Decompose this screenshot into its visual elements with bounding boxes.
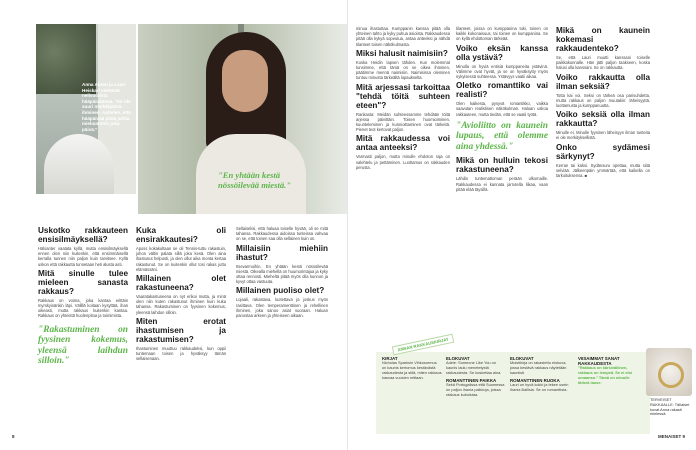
heading: Mitä arjessasi tarkoittaa "tehdä töitä suhteen eteen"?: [356, 82, 450, 110]
box-heading: ROMANTTINEN RUOKA: [510, 377, 560, 383]
right-column-1: [356, 26, 450, 172]
paragraph: Itsevarmoihin. En yhtään kestä nössöilevää miestä. Oikealla miehellä on huumorintajua ja kyky ottaa rennosti. Mieheltä pitää myös olla kunnon ja kyvyt ottaa vastuuta.: [236, 263, 328, 285]
paragraph: Aposs kokakultaan se oli Tennis-tuttu rakastuin, johon vältin palata sillä joka kesä. Olen aina ihastunut helposti, ja olen ollut aika monta kertaa rakastunut. Se on kuitenkin ollut tosi rakas juttu elämässäni.: [136, 246, 226, 272]
ring-icon: [658, 362, 684, 388]
heading: Mitä rakkaudessa voi antaa anteeksi?: [356, 134, 450, 153]
paragraph: Rankasta: Meidän suhteessamme tehdään töitä arjessa päivittäin. Toisen huomioiminen, kuunteleminen ja kunnioittaminen ovat tärkeitä. Pienet teot kertovat paljon.: [356, 111, 450, 133]
left-column-2: [136, 226, 226, 363]
box-heading: ELOKUVAT: [510, 356, 534, 361]
paragraph: Olen kaikesta, pysyvä romantikko, vaikka saavutan realistisen näkökulman. Haluan uskoa rakkauteen, mutta tiedän, että se vaatii työtä.: [456, 101, 548, 117]
heading: Millainen olet rakastuneena?: [136, 274, 226, 293]
ring-photo: [646, 348, 692, 396]
box-heading: ELOKUVAT: [446, 356, 470, 361]
paragraph: Sellaiseksi, että haluaa toiselle hyvää, oli se mitä tahansa. Rakkaudessa aidoissa tunteissa vahvaa on se, että toinen saa olla sellainen kuin on.: [236, 226, 328, 242]
heading: Voiko eksän kanssa olla ystävä?: [456, 43, 548, 62]
paragraph: tilanteet, joissa on kumppanina tuki, toinen on kaikki kokonaisuus, tai toinen on kumppanina. Se on kyllä ehdottoman tärkeää.: [456, 26, 548, 42]
paragraph: Kerran tai kaksi. Sydänsuru opettaa, mutta siitä selviää. Jälkeenpäin ymmärtää, että kaikella on tarkoituksensa. ■: [556, 162, 650, 179]
heading: Mikä on kaunein kokemasi rakkaudenteko?: [556, 26, 650, 53]
box-text: Adele: Someone Like You on kaunis laulu menetetystä rakkaudesta. Se koskettaa aina.: [446, 360, 502, 375]
pull-quote: "Rakastuminen on fyysinen kokemus, yleensä laihdun silloin.": [38, 324, 128, 367]
heading: Kuka oli ensirakkautesi?: [136, 226, 226, 244]
paragraph: Rakkaus on voima, joka kantaa erittäin myrskyisänkin läpi. Välillä koitaan kysyttää, ihan oikeasti, mutta rakkaus kuitenkin kantaa. Rakkaus on yhteistä huolenpitoa ja toimimista.: [38, 297, 128, 319]
box-quote-text: "Rakkaus on kärsivällinen, rakkaus on lempeä. Se ei etsi omaansa." Tämä on minulle tärkeä lause.: [578, 365, 633, 385]
photo-pull-quote: "En yhtään kestä nössöilevää miestä.": [218, 170, 292, 190]
right-column-2: [456, 26, 548, 194]
heading: Mikä on hulluin tekosi rakastuneena?: [456, 156, 548, 175]
paragraph: Lähdin tuntemattoman perään ulkomaille. Rakkaudessa ei kannata jarrutella liikaa, vaan pitää elää täysillä.: [456, 176, 548, 192]
paragraph: Totta kai voi. Seksi on tärkeä osa parisuhdetta, mutta rakkaus on paljon muutakin: läheisyyttä, luottamusta ja kumppanuutta.: [556, 92, 650, 109]
box-heading: ROMANTTINEN PAIKKA: [446, 377, 497, 383]
paragraph: minua ihastuttaa. Kumppanin kanssa pitää olla yhteinen tahto ja kyky puhua asioista. Rakkaudessa pitää olla kykyä sopeutua, antaa anteeksi ja nähdä tilanteet toisen näkökulmasta.: [356, 26, 450, 47]
face-shape: [222, 50, 268, 112]
paragraph: Minulla on hyviä entisiä kumppaneita ystävinä. Välimme ovat hyvät, ja se on hyväksytty myös nykyisessä suhteessa. Ystävyys vaatii aikaa.: [456, 63, 548, 80]
box-heading: KIRJAT: [382, 356, 398, 361]
box-column-4: [578, 356, 642, 386]
page-number-right: MENAISET 9: [658, 434, 686, 439]
paragraph: Varmasti paljon, mutta minulle ehdoton raja on valehtelu ja pettäminen. Luottamus on rakkauden perusta.: [356, 154, 450, 170]
heading: Miksi halusit naimisiin?: [356, 48, 448, 58]
paragraph: Lojaali, rakastava, luotettava ja joskus myös rasittava. Olen temperamenttinen ja rehellinen ihminen, joka sanoo asiat suoraan. Haluan panostaa arkeen ja yhteiseen aikaan.: [236, 297, 328, 319]
heading: Onko sydämesi särkynyt?: [556, 142, 650, 161]
box-text: Muistikirja on rakastettu elokuva, jossa kestävä rakkaus näytetään kauniisti.: [510, 360, 567, 375]
box-heading: VIISAIMMAT SANAT RAKKAUDESTA: [578, 356, 620, 366]
heading: Voiko seksiä olla ilman rakkautta?: [556, 110, 650, 129]
left-column-1: [38, 226, 128, 367]
heading: Oletko romanttiko vai realisti?: [456, 81, 548, 100]
box-column-1: [382, 356, 442, 381]
heading: Miten erotat ihastumisen ja rakastumisen?: [136, 316, 226, 344]
box-text: Sekä Portugalissa että Suomessa on paljon ihania paikkoja, joissa rakkaus kukoistaa.: [446, 381, 505, 397]
paragraph: Hälsanter vaatata kyllä, mutta ensisilmäyksellä ennen olen niin kuitenkin, että ensimmäisellä kerralla tunnen niin paljon kuin tarvitsee. Kyllä uskon että rakkautta tunnetaan heti alusta asti.: [38, 246, 128, 267]
box-text: Nicholas Sparksin Vihkosormus on kaunis kertomus kestävästä rakkaudesta ja siitä, miten rakkaus kasvaa vuosien mittaan.: [382, 360, 442, 380]
paragraph: Ihastuminen muuttuu rakkaudeksi, kun oppii tuntemaan toisen ja hyväksyy tämän sellaisenaan.: [136, 345, 226, 362]
box-text: Lauri on hyvä kokki ja tekee usein ihania illallisia. Se on romanttista.: [510, 381, 569, 392]
right-column-3: [556, 26, 650, 180]
paragraph: Se, että Lauri muutti kanssani toiselle paikkakunnalle. Hän jätti paljon taakseen, koska halusi olla kanssani. Se on rakkautta.: [556, 55, 650, 71]
paragraph: Minulle ei. Minulle fyysinen läheisyys ilman tunteita ei ole merkityksellistä.: [556, 130, 650, 141]
couple-photo-caption: Anna Abreu ja Lauri Heiskari viettävät nelivuotista hääpäiväänsä. "En ole suuri merkkipäivä-ihminen. Aattelen, että hääpäivää pitää juhlia mieluummin joka päivä.": [82, 82, 131, 132]
heading: Mitä sinulle tulee mieleen sanasta rakkaus?: [38, 268, 128, 296]
ring-photo-caption: TERVEISET RAKKAALLE: Tällaiset kuvat Anna rakasti mielessä.: [650, 397, 690, 417]
pull-quote: "Avioliitto on kaunein lupaus, että olemme aina yhdessä.": [456, 120, 548, 152]
heading: Millainen puoliso olet?: [236, 286, 325, 296]
paragraph: Koska Heidin lapsen tähden. Kun molemmat tunsimme, että tämä on se oikea ihminen, päätimme mennä naimisiin. Naimisissa oleminen tuntuu minusta tärkeältä lupaukselta.: [356, 59, 450, 81]
page-number-left: 8: [12, 434, 15, 439]
heading: Uskotko rakkauteen ensisilmäyksellä?: [38, 226, 128, 244]
box-column-3: [510, 356, 572, 393]
left-column-3: [236, 226, 328, 320]
book-box-tab: ANNAN RAKKAUSKIRJAT: [392, 334, 455, 356]
heading: Millaisiin miehiin ihastut?: [236, 243, 328, 262]
paragraph: Vaaratakastuneena on nyt erikoi mutta, ja minä olen niin kuten rakastunut ihminen kuin kuka tahansa. Rakastuminen on fyysinen kokemus, yleensä laihdun silloin.: [136, 294, 226, 315]
heading: Voiko rakkautta olla ilman seksiä?: [556, 72, 650, 91]
box-column-2: [446, 356, 506, 397]
